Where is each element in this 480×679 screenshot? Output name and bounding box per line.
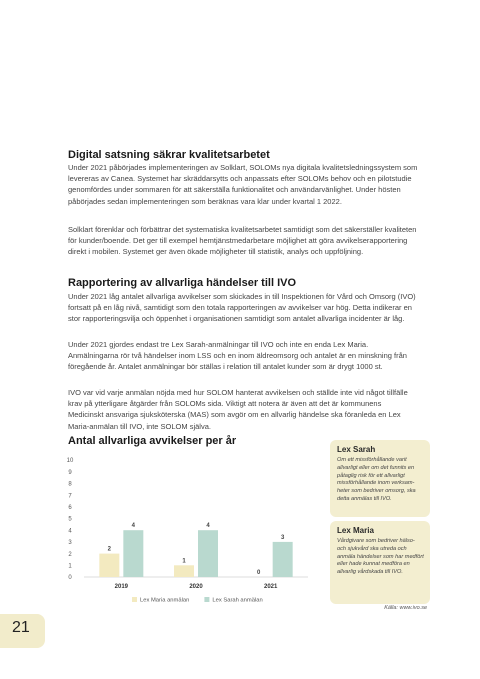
paragraph-digital-1: Under 2021 påbörjades implementeringen av Solklart, SOLOMs nya digitala kvalitetsledningssystem som levereras av Canea. Systemet har skräddarsytts och anpassats efter SOLOMs behov och en pilotstudie genomfördes under sommaren för att säkerställa funktionalitet och användarvänlighet. Under hösten påbörjades sedan implementeringen som beräknas vara klar under kvartal 1 2022. — [68, 163, 418, 206]
legend-label: Lex Maria anmälan — [140, 597, 190, 604]
bar-lex-sarah — [198, 530, 218, 577]
y-tick-label: 5 — [68, 516, 72, 523]
section-heading-digital: Digital satsning säkrar kvalitetsarbetet — [68, 149, 270, 161]
data-label: 2 — [107, 546, 112, 553]
data-label: 4 — [206, 523, 210, 530]
page-number-tab — [0, 614, 45, 648]
y-tick-label: 1 — [68, 563, 72, 570]
y-tick-label: 0 — [68, 575, 72, 582]
data-label: 3 — [280, 534, 285, 541]
y-tick-label: 8 — [68, 481, 72, 488]
x-tick-label: 2020 — [189, 584, 203, 590]
paragraph-digital-2: Solklart förenklar och förbättrar det systematiska kvalitetsarbetet samtidigt som det säkerställer kvaliteten för kunder/boende. Det ger till exempel hemtjänstmedarbetare möjlighet att göra avvikelserapportering direkt i mobilen. Systemet ger även ökade möjligheter till statistik, analys och uppföljning. — [68, 225, 417, 257]
source-note: Källa: www.ivo.se — [384, 605, 427, 611]
x-tick-label: 2019 — [114, 584, 129, 590]
section-heading-reporting: Rapportering av allvarliga händelser till IVO — [68, 277, 297, 289]
bar-lex-maria — [99, 554, 119, 577]
bar-lex-sarah — [123, 530, 143, 577]
info-box-lex-maria — [330, 521, 430, 604]
bar-lex-sarah — [273, 542, 293, 577]
legend-swatch — [132, 597, 137, 602]
chart-title: Antal allvarliga avvikelser per år — [68, 435, 237, 447]
data-label: 1 — [182, 558, 186, 565]
y-tick-label: 3 — [68, 540, 72, 547]
info-box-body: Om ett missförhållande varit allvarligt eller om det funnits en påtaglig risk för ett allvarligt missförhållande inom verksamheter som bedriver omsorg, ska detta anmälas till IVO. — [337, 457, 416, 502]
deviation-bar-chart — [62, 450, 314, 610]
paragraph-reporting-3: IVO var vid varje anmälan nöjda med hur SOLOM hanterat avvikelsen och ställde inte vid något tillfälle krav på ytterligare åtgärder från SOLOMs sida. Viktigt att notera är även att det är kommunens Medicinskt ansvariga sjuksköterska (MAS) som avgör om en allvarlig händelse ska föranleda en Lex Maria-anmälan till IVO, inte SOLOM själva. — [68, 388, 408, 431]
legend-swatch — [204, 597, 209, 602]
data-label: 4 — [131, 523, 136, 530]
page-number: 21 — [12, 619, 30, 636]
legend-label: Lex Sarah anmälan — [212, 597, 263, 604]
y-tick-label: 2 — [68, 551, 72, 558]
y-tick-label: 4 — [68, 528, 72, 535]
info-box-title: Lex Sarah — [337, 445, 376, 454]
y-tick-label: 9 — [68, 469, 72, 476]
bar-lex-maria — [174, 565, 194, 577]
info-box-lex-sarah — [330, 440, 430, 517]
data-label: 0 — [256, 570, 261, 576]
paragraph-reporting-2: Under 2021 gjordes endast tre Lex Sarah-anmälningar till IVO och inte en enda Lex Maria. Anmälningarna rör två händelser inom LSS och en inom äldreomsorg och antalet är en minskning från föregående år. Antalet anmälningar bör ställas i relation till antalet kunder som är drygt 1000 st. — [68, 340, 407, 372]
y-tick-label: 10 — [66, 458, 74, 465]
info-box-body: Vårdgivare som bedriver hälso- och sjukvård ska utreda och anmäla händelser som har medfört eller hade kunnat medföra en allvarlig vårdskada till IVO. — [337, 538, 424, 576]
y-tick-label: 7 — [68, 493, 72, 500]
x-tick-label: 2021 — [263, 584, 278, 590]
info-box-title: Lex Maria — [337, 526, 374, 535]
y-tick-label: 6 — [68, 505, 72, 511]
paragraph-reporting-1: Under 2021 låg antalet allvarliga avvikelser som skickades in till Inspektionen för Vård och Omsorg (IVO) fortsatt på en låg nivå, samtidigt som den totala rapporteringen av avvikelser var hög. Detta indikerar en stor rapporteringsvilja och öppenhet i organisationen samtidigt som antalet allvarliga incidenter är låg. — [68, 292, 416, 324]
